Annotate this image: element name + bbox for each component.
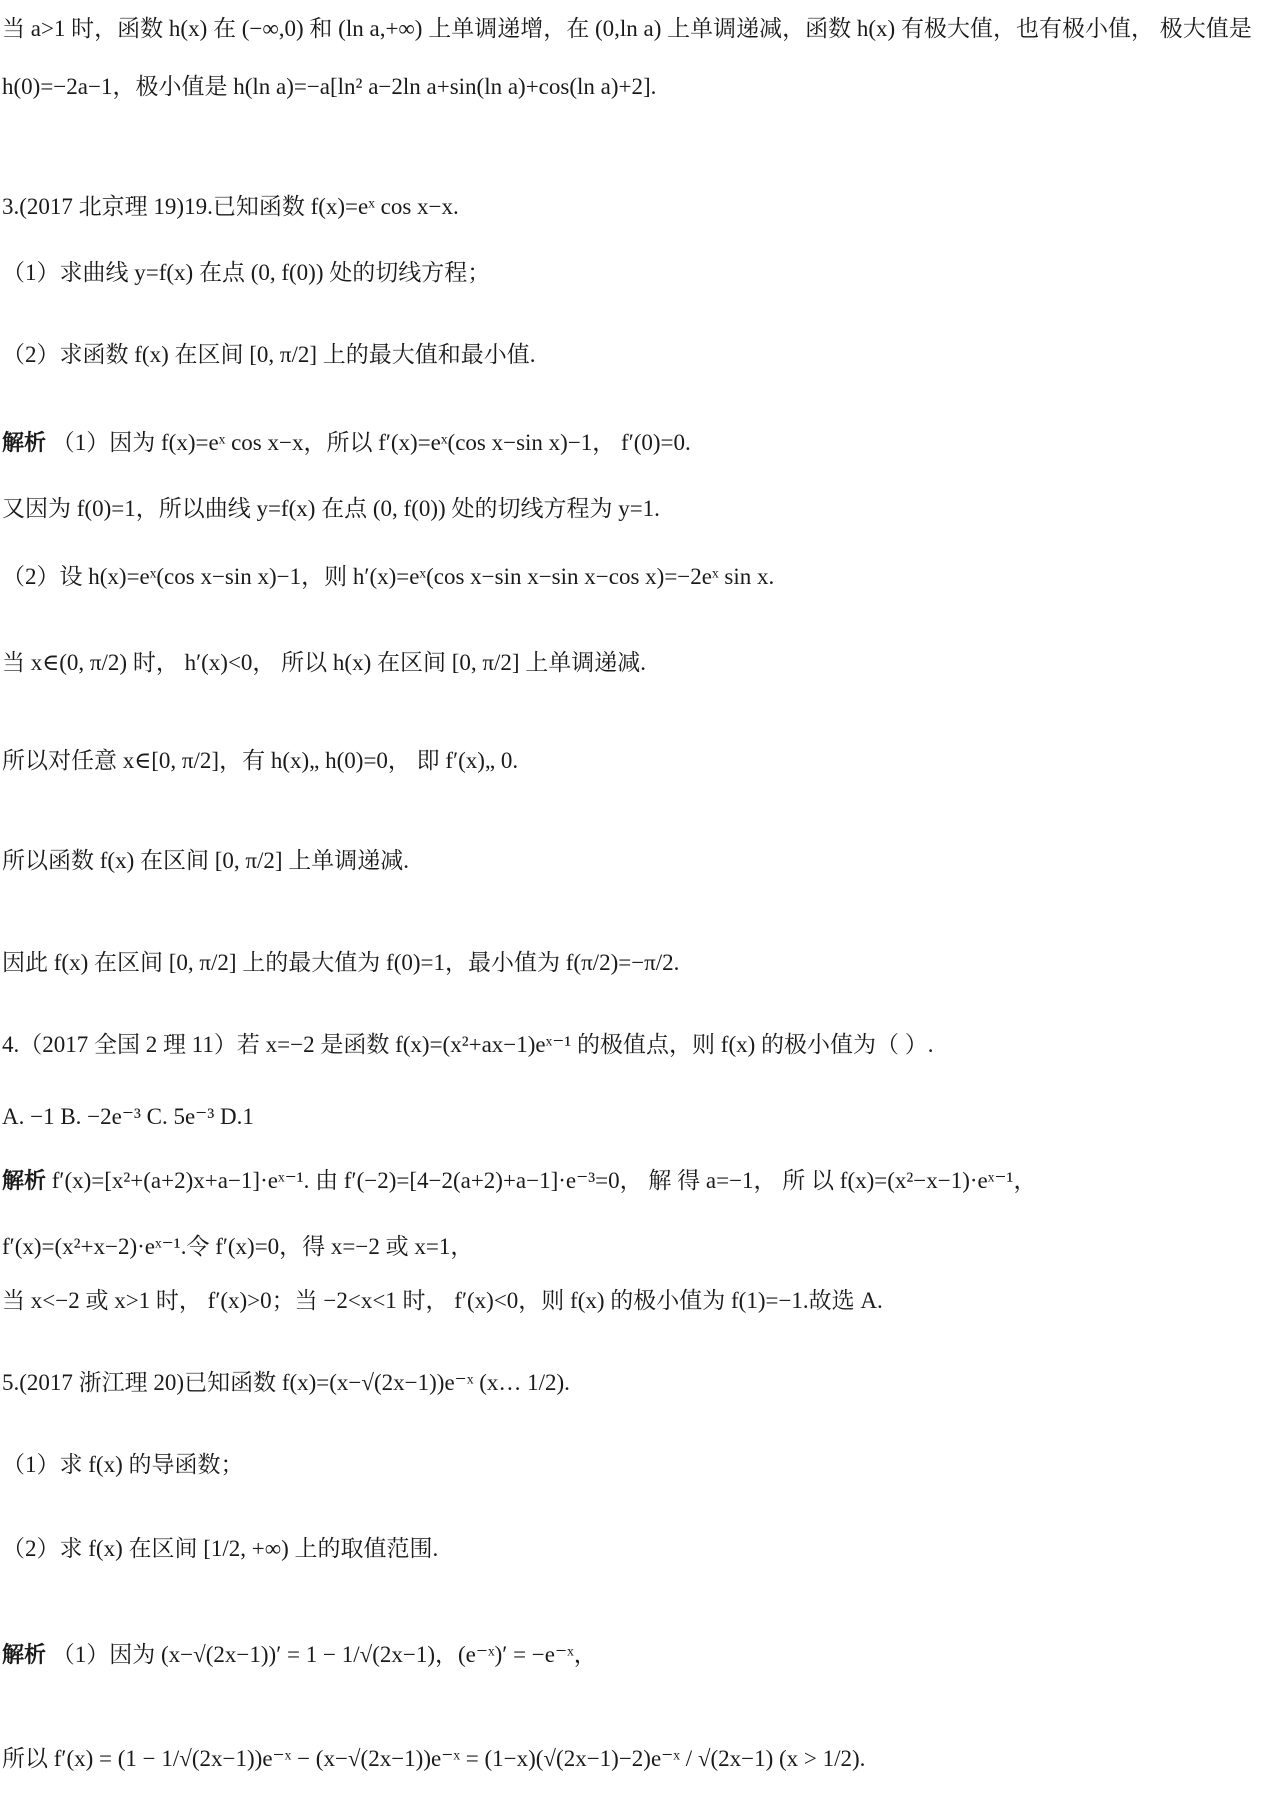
text-line: 所以 f′(x) = (1 − 1/√(2x−1))e⁻ˣ − (x−√(2x−1))e⁻ˣ = (1−x)(√(2x−1)−2)e⁻ˣ / √(2x−1) (x > 1/2).	[2, 1746, 866, 1771]
text-line: 因此 f(x) 在区间 [0, π/2] 上的最大值为 f(0)=1，最小值为 f(π/2)=−π/2.	[2, 950, 680, 975]
solution-label: 解析	[2, 1169, 47, 1194]
text-line: 当 a>1 时，函数 h(x) 在 (−∞,0) 和 (ln a,+∞) 上单调递增，在 (0,ln a) 上单调递减，函数 h(x) 有极大值，也有极小值， 极大值是	[2, 16, 1252, 41]
solution-text: f′(x)=[x²+(a+2)x+a−1]·eˣ⁻¹. 由 f′(−2)=[4−2(a+2)+a−1]·e⁻³=0， 解 得 a=−1， 所 以 f(x)=(x²−x−1)·eˣ⁻¹，	[46, 1168, 1037, 1193]
text-line: 当 x<−2 或 x>1 时， f′(x)>0；当 −2<x<1 时， f′(x)<0，则 f(x) 的极小值为 f(1)=−1.故选 A.	[2, 1288, 883, 1313]
problem-5-title: 5.(2017 浙江理 20)已知函数 f(x)=(x−√(2x−1))e⁻ˣ (x… 1/2).	[2, 1370, 570, 1395]
problem-4-title: 4.（2017 全国 2 理 11）若 x=−2 是函数 f(x)=(x²+ax−1)eˣ⁻¹ 的极值点，则 f(x) 的极小值为（ ）.	[2, 1032, 934, 1057]
solution-line	[2, 1640, 1272, 1671]
problem-3-part-1: （1）求曲线 y=f(x) 在点 (0, f(0)) 处的切线方程；	[2, 260, 491, 285]
solution-line	[2, 1166, 1272, 1197]
solution-line	[2, 428, 1272, 459]
text-line: f′(x)=(x²+x−2)·eˣ⁻¹.令 f′(x)=0，得 x=−2 或 x=1，	[2, 1234, 474, 1259]
problem-3-part-2: （2）求函数 f(x) 在区间 [0, π/2] 上的最大值和最小值.	[2, 342, 536, 367]
text-line: 所以函数 f(x) 在区间 [0, π/2] 上单调递减.	[2, 848, 410, 873]
text-line: h(0)=−2a−1，极小值是 h(ln a)=−a[ln² a−2ln a+sin(ln a)+cos(ln a)+2].	[2, 74, 657, 99]
text-line: （2）设 h(x)=eˣ(cos x−sin x)−1，则 h′(x)=eˣ(cos x−sin x−sin x−cos x)=−2eˣ sin x.	[2, 564, 775, 589]
solution-label: 解析	[2, 431, 47, 456]
problem-3-title: 3.(2017 北京理 19)19.已知函数 f(x)=eˣ cos x−x.	[2, 194, 459, 219]
answer-choices: A. −1 B. −2e⁻³ C. 5e⁻³ D.1	[2, 1104, 254, 1129]
solution-text: （1）因为 f(x)=eˣ cos x−x，所以 f′(x)=eˣ(cos x−sin x)−1， f′(0)=0.	[46, 430, 691, 455]
text-line: 所以对任意 x∈[0, π/2]，有 h(x)„ h(0)=0， 即 f′(x)„ 0.	[2, 748, 519, 773]
solution-text: （1）因为 (x−√(2x−1))′ = 1 − 1/√(2x−1)，(e⁻ˣ)′ = −e⁻ˣ，	[46, 1642, 597, 1667]
solution-label: 解析	[2, 1643, 47, 1668]
text-line: 又因为 f(0)=1，所以曲线 y=f(x) 在点 (0, f(0)) 处的切线方程为 y=1.	[2, 496, 660, 521]
problem-5-part-2: （2）求 f(x) 在区间 [1/2, +∞) 上的取值范围.	[2, 1536, 439, 1561]
problem-5-part-1: （1）求 f(x) 的导函数；	[2, 1452, 244, 1477]
text-line: 当 x∈(0, π/2) 时， h′(x)<0， 所以 h(x) 在区间 [0, π/2] 上单调递减.	[2, 650, 647, 675]
